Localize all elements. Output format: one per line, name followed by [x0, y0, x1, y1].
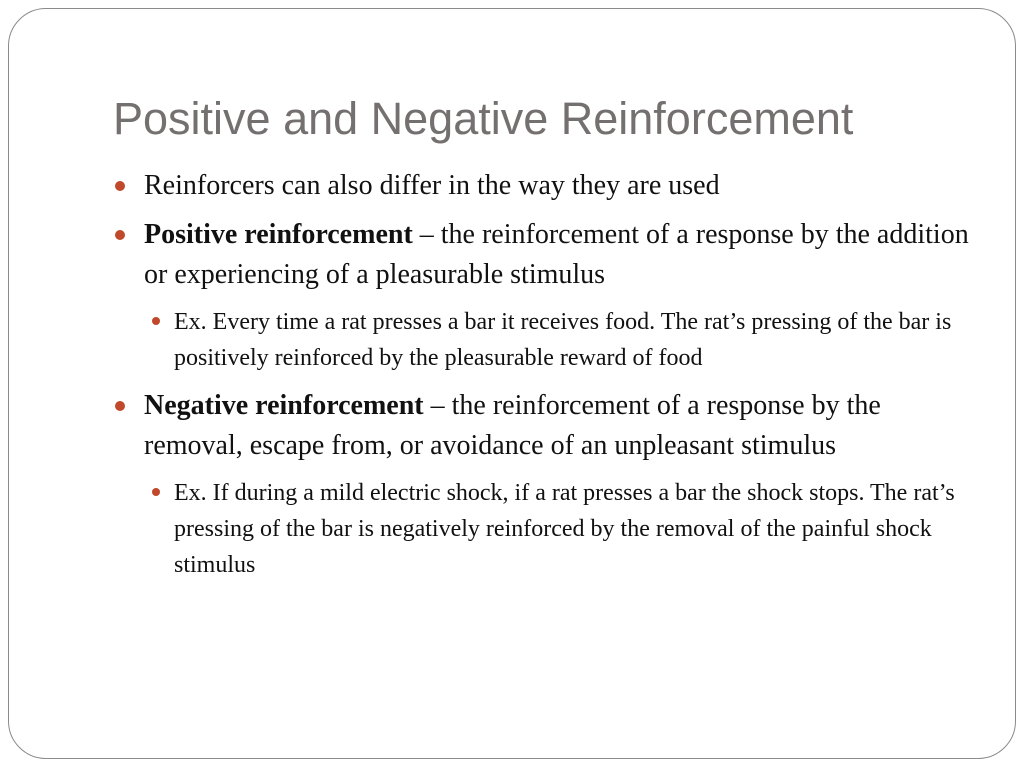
bullet-dot-icon	[115, 230, 125, 240]
sub-bullet-negative-example	[115, 475, 975, 583]
slide-body	[115, 166, 975, 593]
term-negative-reinforcement: Negative reinforcement	[144, 390, 424, 421]
sub-bullet-text: Ex. If during a mild electric shock, if a rat presses a bar the shock stops. The rat’s pressing of the bar is negatively reinforced by the removal of the painful shock stimulus	[174, 480, 955, 578]
bullet-dot-icon	[115, 181, 125, 191]
term-positive-reinforcement: Positive reinforcement	[144, 219, 413, 250]
sub-bullet-dot-icon	[152, 317, 160, 325]
bullet-positive-reinforcement	[115, 215, 975, 295]
bullet-negative-reinforcement	[115, 386, 975, 466]
bullet-dot-icon	[115, 401, 125, 411]
definition-negative-reinforcement: – the reinforcement of a response by the removal, escape from, or avoidance of an unpleasant stimulus	[144, 390, 881, 461]
sub-bullet-positive-example	[115, 304, 975, 376]
sub-bullet-text: Ex. Every time a rat presses a bar it receives food. The rat’s pressing of the bar is positively reinforced by the pleasurable reward of food	[174, 309, 952, 371]
slide-title: Positive and Negative Reinforcement	[113, 93, 854, 144]
sub-bullet-dot-icon	[152, 488, 160, 496]
bullet-text: Reinforcers can also differ in the way they are used	[144, 170, 720, 201]
definition-positive-reinforcement: – the reinforcement of a response by the addition or experiencing of a pleasurable stimulus	[144, 219, 969, 290]
bullet-reinforcers-differ	[115, 166, 975, 206]
